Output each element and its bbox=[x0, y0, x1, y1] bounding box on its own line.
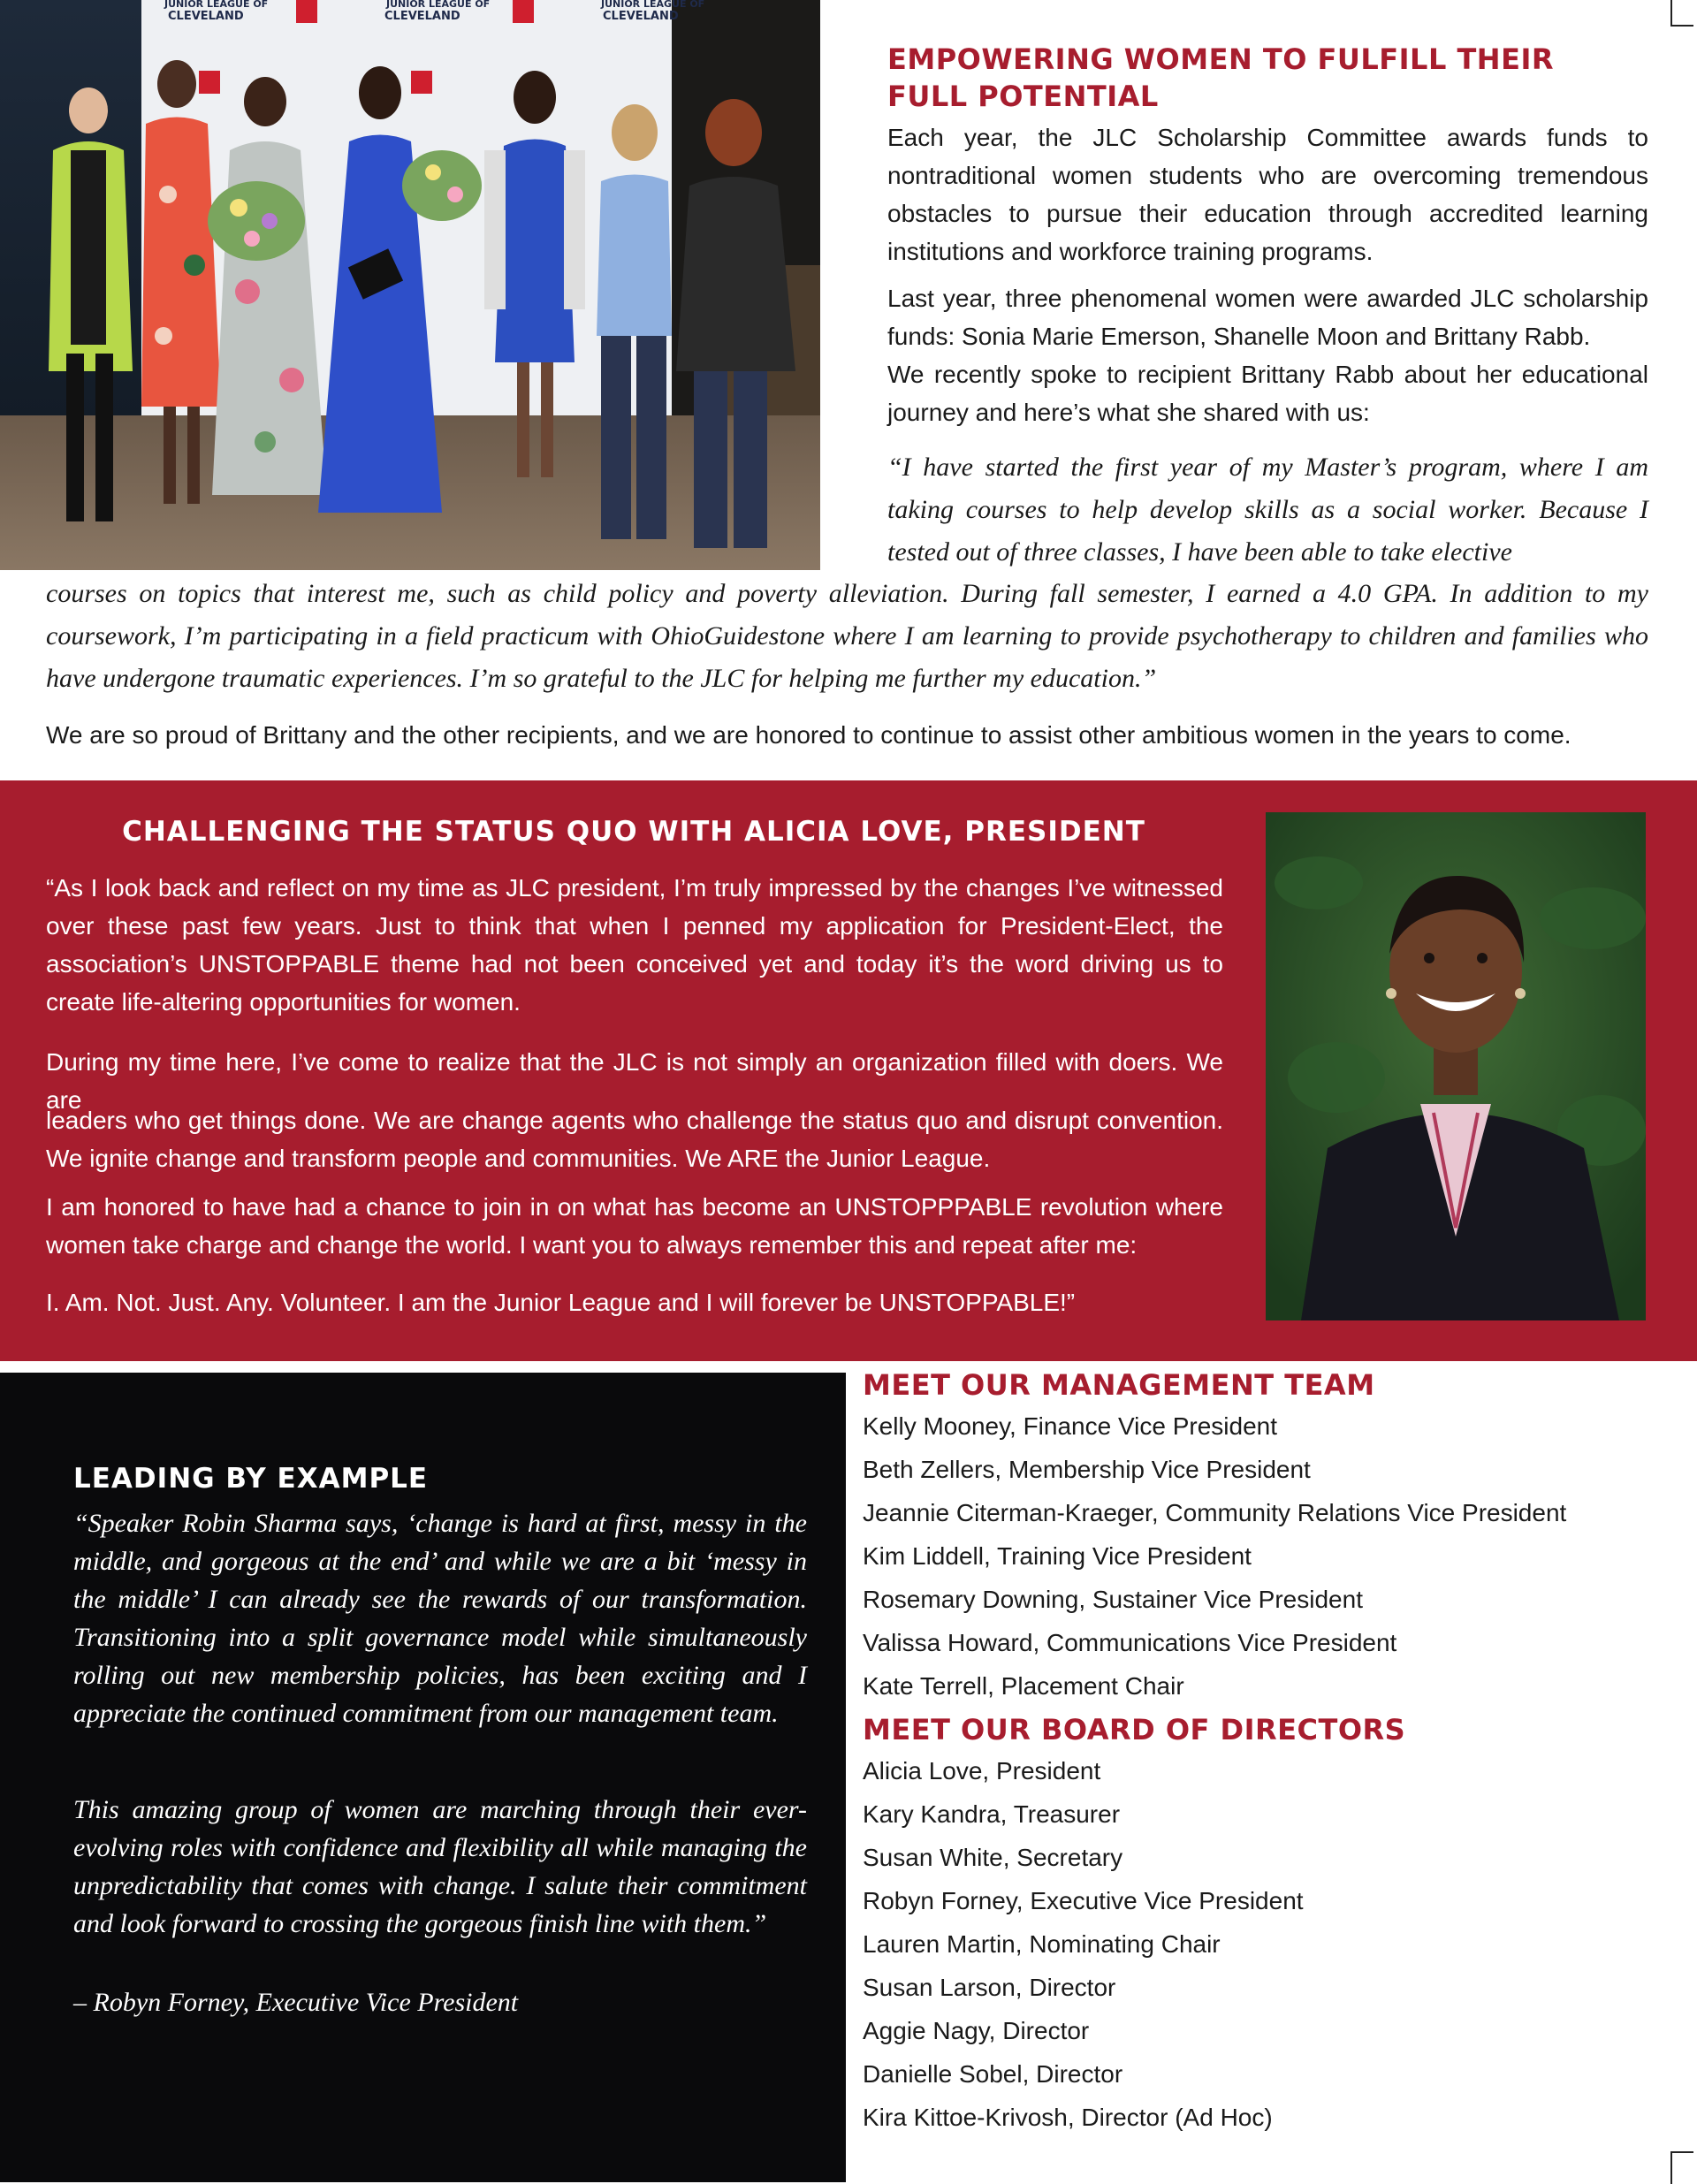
banner-city-1: CLEVELAND bbox=[168, 10, 244, 23]
management-member: Rosemary Downing, Sustainer Vice President bbox=[863, 1586, 1363, 1613]
scholarship-para-3: We recently spoke to recipient Brittany Rabb about her educational journey and here’s what she shared with us: bbox=[887, 361, 1648, 426]
president-para-2b: leaders who get things done. We are change agents who challenge the status quo and disrupt convention. We ignite change and transform people and communities. We ARE the Junior League. bbox=[46, 1107, 1223, 1172]
banner-city-2: CLEVELAND bbox=[384, 10, 460, 23]
leading-title: LEADING BY EXAMPLE bbox=[73, 1463, 429, 1495]
board-member: Danielle Sobel, Director bbox=[863, 2060, 1123, 2088]
scholarship-para-2: Last year, three phenomenal women were awarded JLC scholarship funds: Sonia Marie Emerson, Shanelle Moon and Brittany Rabb. bbox=[887, 285, 1648, 350]
leading-para-2: This amazing group of women are marching through their ever-evolving roles with confidence and flexibility all while managing the unpredictability that comes with change. I salute their commitment and look forward to crossing the gorgeous finish line with them.” bbox=[73, 1795, 807, 1938]
scholarship-closing: We are so proud of Brittany and the other recipients, and we are honored to continue to assist other ambitious women in the years to come. bbox=[46, 721, 1571, 749]
banner-text-3: JUNIOR LEAGUE OF bbox=[601, 0, 705, 10]
president-para-2a: During my time here, I’ve come to realize that the JLC is not simply an organization filled with doers. We are bbox=[46, 1048, 1223, 1114]
board-member: Susan White, Secretary bbox=[863, 1844, 1123, 1871]
management-member: Kate Terrell, Placement Chair bbox=[863, 1672, 1184, 1700]
management-member: Jeannie Citerman-Kraeger, Community Relations Vice President bbox=[863, 1499, 1567, 1526]
board-member: Aggie Nagy, Director bbox=[863, 2017, 1090, 2044]
president-para-4: I. Am. Not. Just. Any. Volunteer. I am the Junior League and I will forever be UNSTOPPABLE!” bbox=[46, 1289, 1076, 1316]
management-member: Kim Liddell, Training Vice President bbox=[863, 1542, 1252, 1570]
management-member: Valissa Howard, Communications Vice President bbox=[863, 1629, 1397, 1656]
management-member: Kelly Mooney, Finance Vice President bbox=[863, 1412, 1277, 1440]
crop-mark-top-right bbox=[1670, 0, 1693, 27]
president-para-3: I am honored to have had a chance to join in on what has become an UNSTOPPPABLE revolution where women take charge and change the world. I want you to always remember this and repeat after me: bbox=[46, 1193, 1223, 1259]
scholarship-para-1: Each year, the JLC Scholarship Committee awards funds to nontraditional women students who are overcoming tremendous obstacles to pursue their education through accredited learning institutions and workforce training programs. bbox=[887, 124, 1648, 265]
board-member: Kary Kandra, Treasurer bbox=[863, 1800, 1121, 1828]
board-member: Robyn Forney, Executive Vice President bbox=[863, 1887, 1304, 1914]
management-title: MEET OUR MANAGEMENT TEAM bbox=[863, 1368, 1375, 1402]
president-section-title: CHALLENGING THE STATUS QUO WITH ALICIA LOVE, PRESIDENT bbox=[122, 816, 1145, 848]
alicia-love-portrait bbox=[1266, 812, 1646, 1320]
scholarship-title bbox=[887, 41, 1648, 115]
crop-mark-bottom-right bbox=[1670, 2151, 1693, 2184]
management-member: Beth Zellers, Membership Vice President bbox=[863, 1456, 1311, 1483]
board-member: Kira Kittoe-Krivosh, Director (Ad Hoc) bbox=[863, 2104, 1273, 2131]
board-title: MEET OUR BOARD OF DIRECTORS bbox=[863, 1713, 1406, 1746]
scholarship-title-line1: EMPOWERING WOMEN TO FULFILL THEIR bbox=[887, 42, 1554, 76]
brittany-quote-part-1: “I have started the first year of my Master’s program, where I am taking courses to help develop skills as a social worker. Because I tested out of three classes, I have been able to take elective bbox=[887, 453, 1648, 567]
banner-text-2: JUNIOR LEAGUE OF bbox=[386, 0, 491, 10]
board-member: Alicia Love, President bbox=[863, 1757, 1101, 1784]
banner-city-3: CLEVELAND bbox=[603, 10, 679, 23]
board-member: Lauren Martin, Nominating Chair bbox=[863, 1930, 1221, 1958]
scholarship-article bbox=[887, 41, 1648, 431]
board-member: Susan Larson, Director bbox=[863, 1974, 1116, 2001]
scholarship-group-photo bbox=[0, 0, 820, 570]
president-para-1: “As I look back and reflect on my time as JLC president, I’m truly impressed by the changes I’ve witnessed over these past few years. Just to think that when I penned my application for President-Elect, the association’s UNSTOPPABLE theme had not been conceived yet and today it’s the word driving us to create life-altering opportunities for women. bbox=[46, 874, 1223, 1016]
brittany-quote-part-2: courses on topics that interest me, such as child policy and poverty alleviation. During fall semester, I earned a 4.0 GPA. In addition to my coursework, I’m participating in a field practicum with OhioGuidestone where I am learning to provide psychotherapy to children and families who have undergone traumatic experiences. I’m so grateful to the JLC for helping me further my education.” bbox=[46, 579, 1648, 693]
banner-text-1: JUNIOR LEAGUE OF bbox=[164, 0, 269, 10]
leading-para-1: “Speaker Robin Sharma says, ‘change is hard at first, messy in the middle, and gorgeous at the end’ and while we are a bit ‘messy in the middle’ I can already see the rewards of our transformation. Transitioning into a split governance model while simultaneously rolling out new membership policies, has been exciting and I appreciate the continued commitment from our management team. bbox=[73, 1509, 807, 1728]
scholarship-title-line2: FULL POTENTIAL bbox=[887, 80, 1159, 113]
leading-attribution: – Robyn Forney, Executive Vice President bbox=[73, 1988, 519, 2017]
